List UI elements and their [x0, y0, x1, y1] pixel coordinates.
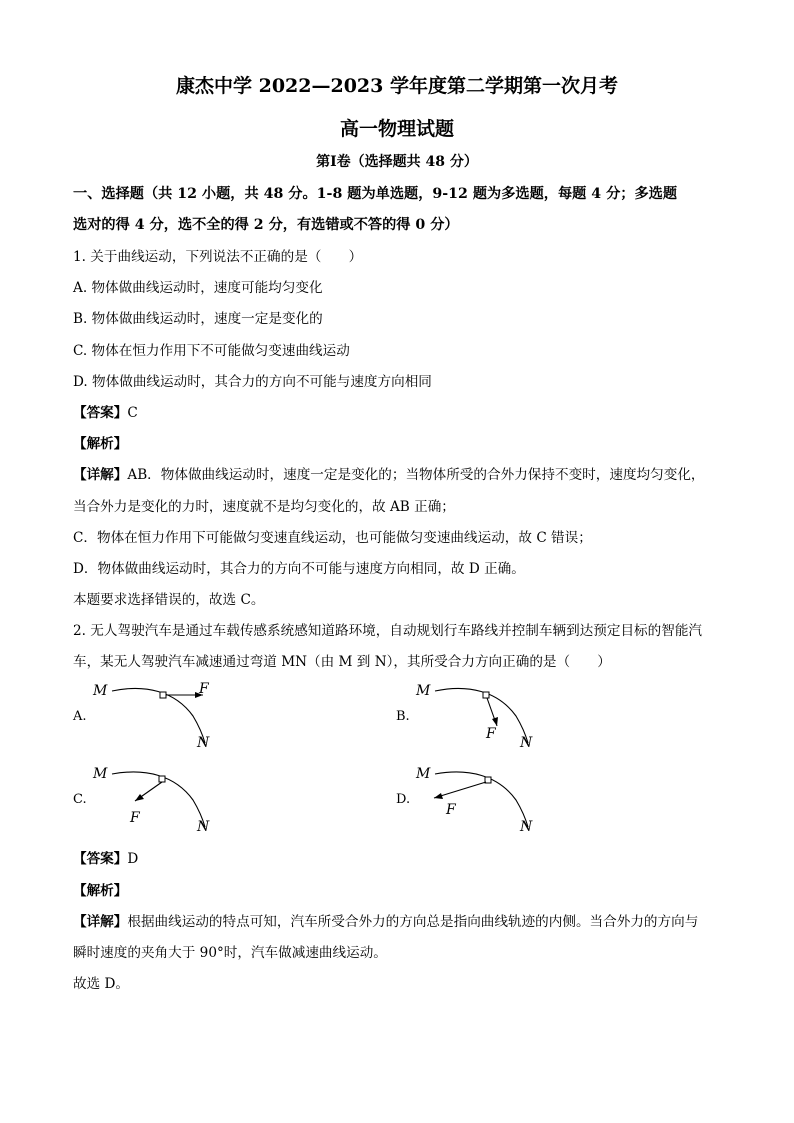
q1-option-c: C. 物体在恒力作用下不可能做匀变速曲线运动 [73, 343, 350, 359]
q1-detail-line1 [73, 463, 705, 483]
answer-value: D [127, 851, 139, 867]
answer-tag: 【答案】 [73, 405, 128, 421]
answer-tag: 【答案】 [73, 851, 128, 867]
section-instruction-line2: 选对的得 4 分，选不全的得 2 分，有选错或不答的得 0 分） [73, 217, 459, 233]
q2-option-c-label: C. [73, 792, 87, 807]
q1-detail-line3: C．物体在恒力作用下可能做匀变速直线运动，也可能做匀变速曲线运动，故 C 错误； [73, 530, 592, 546]
q2-diagram-d [408, 760, 568, 838]
volume-heading: 第Ⅰ卷（选择题共 48 分） [316, 154, 478, 170]
q2-diagram-c [85, 760, 245, 838]
force-label: F [486, 726, 496, 742]
q2-option-d-label: D. [396, 792, 411, 807]
q1-answer [73, 401, 138, 421]
point-n-label: N [520, 735, 533, 751]
detail-text: 根据曲线运动的特点可知，汽车所受合外力的方向总是指向曲线轨迹的内侧。当合外力的方向与 [127, 914, 699, 930]
q1-detail-line4: D．物体做曲线运动时，其合力的方向不可能与速度方向相同，故 D 正确。 [73, 561, 525, 577]
q2-option-a-label: A. [73, 709, 87, 724]
detail-text: AB．物体做曲线运动时，速度一定是变化的；当物体所受的合外力保持不变时，速度均匀变化， [127, 467, 705, 483]
point-m-label: M [416, 683, 431, 699]
q1-option-d: D. 物体做曲线运动时，其合力的方向不可能与速度方向相同 [73, 374, 432, 390]
q1-conclusion: 本题要求选择错误的，故选 C。 [73, 592, 265, 608]
force-label: F [446, 802, 456, 818]
q2-detail-line2: 瞬时速度的夹角大于 90°时，汽车做减速曲线运动。 [73, 945, 387, 961]
point-n-label: N [197, 735, 210, 751]
exam-subtitle: 高一物理试题 [339, 118, 454, 140]
q2-diagram-a [85, 676, 245, 754]
q1-option-a: A. 物体做曲线运动时，速度可能均匀变化 [73, 280, 323, 296]
q1-option-b: B. 物体做曲线运动时，速度一定是变化的 [73, 311, 323, 327]
point-m-label: M [416, 766, 431, 782]
detail-tag: 【详解】 [73, 914, 128, 930]
q2-analysis-tag: 【解析】 [73, 883, 128, 899]
point-m-label: M [93, 766, 108, 782]
point-n-label: N [197, 819, 210, 835]
q2-detail-line1 [73, 910, 698, 930]
force-label: F [130, 810, 140, 826]
q2-option-b-label: B. [396, 709, 410, 724]
q2-answer [73, 847, 138, 867]
answer-value: C [127, 405, 138, 421]
detail-tag: 【详解】 [73, 467, 128, 483]
q1-stem: 1. 关于曲线运动，下列说法不正确的是（ ） [73, 249, 363, 265]
point-m-label: M [93, 683, 108, 699]
point-n-label: N [520, 819, 533, 835]
section-instruction-line1: 一、选择题（共 12 小题，共 48 分。1-8 题为单选题，9-12 题为多选题，每题 4 分；多选题 [73, 186, 678, 202]
exam-title: 康杰中学 2022—2023 学年度第二学期第一次月考 [176, 75, 618, 97]
q2-stem-line2: 车，某无人驾驶汽车减速通过弯道 MN（由 M 到 N），其所受合力方向正确的是（ ） [73, 654, 611, 670]
q2-stem-line1: 2. 无人驾驶汽车是通过车载传感系统感知道路环境，自动规划行车路线并控制车辆到达预定目标的智能汽 [73, 623, 703, 639]
q2-conclusion: 故选 D。 [73, 976, 130, 992]
force-label: F [199, 681, 209, 697]
q1-detail-line2: 当合外力是变化的力时，速度就不是均匀变化的，故 AB 正确； [73, 499, 455, 515]
q1-analysis-tag: 【解析】 [73, 436, 128, 452]
q2-diagram-b [408, 676, 568, 754]
